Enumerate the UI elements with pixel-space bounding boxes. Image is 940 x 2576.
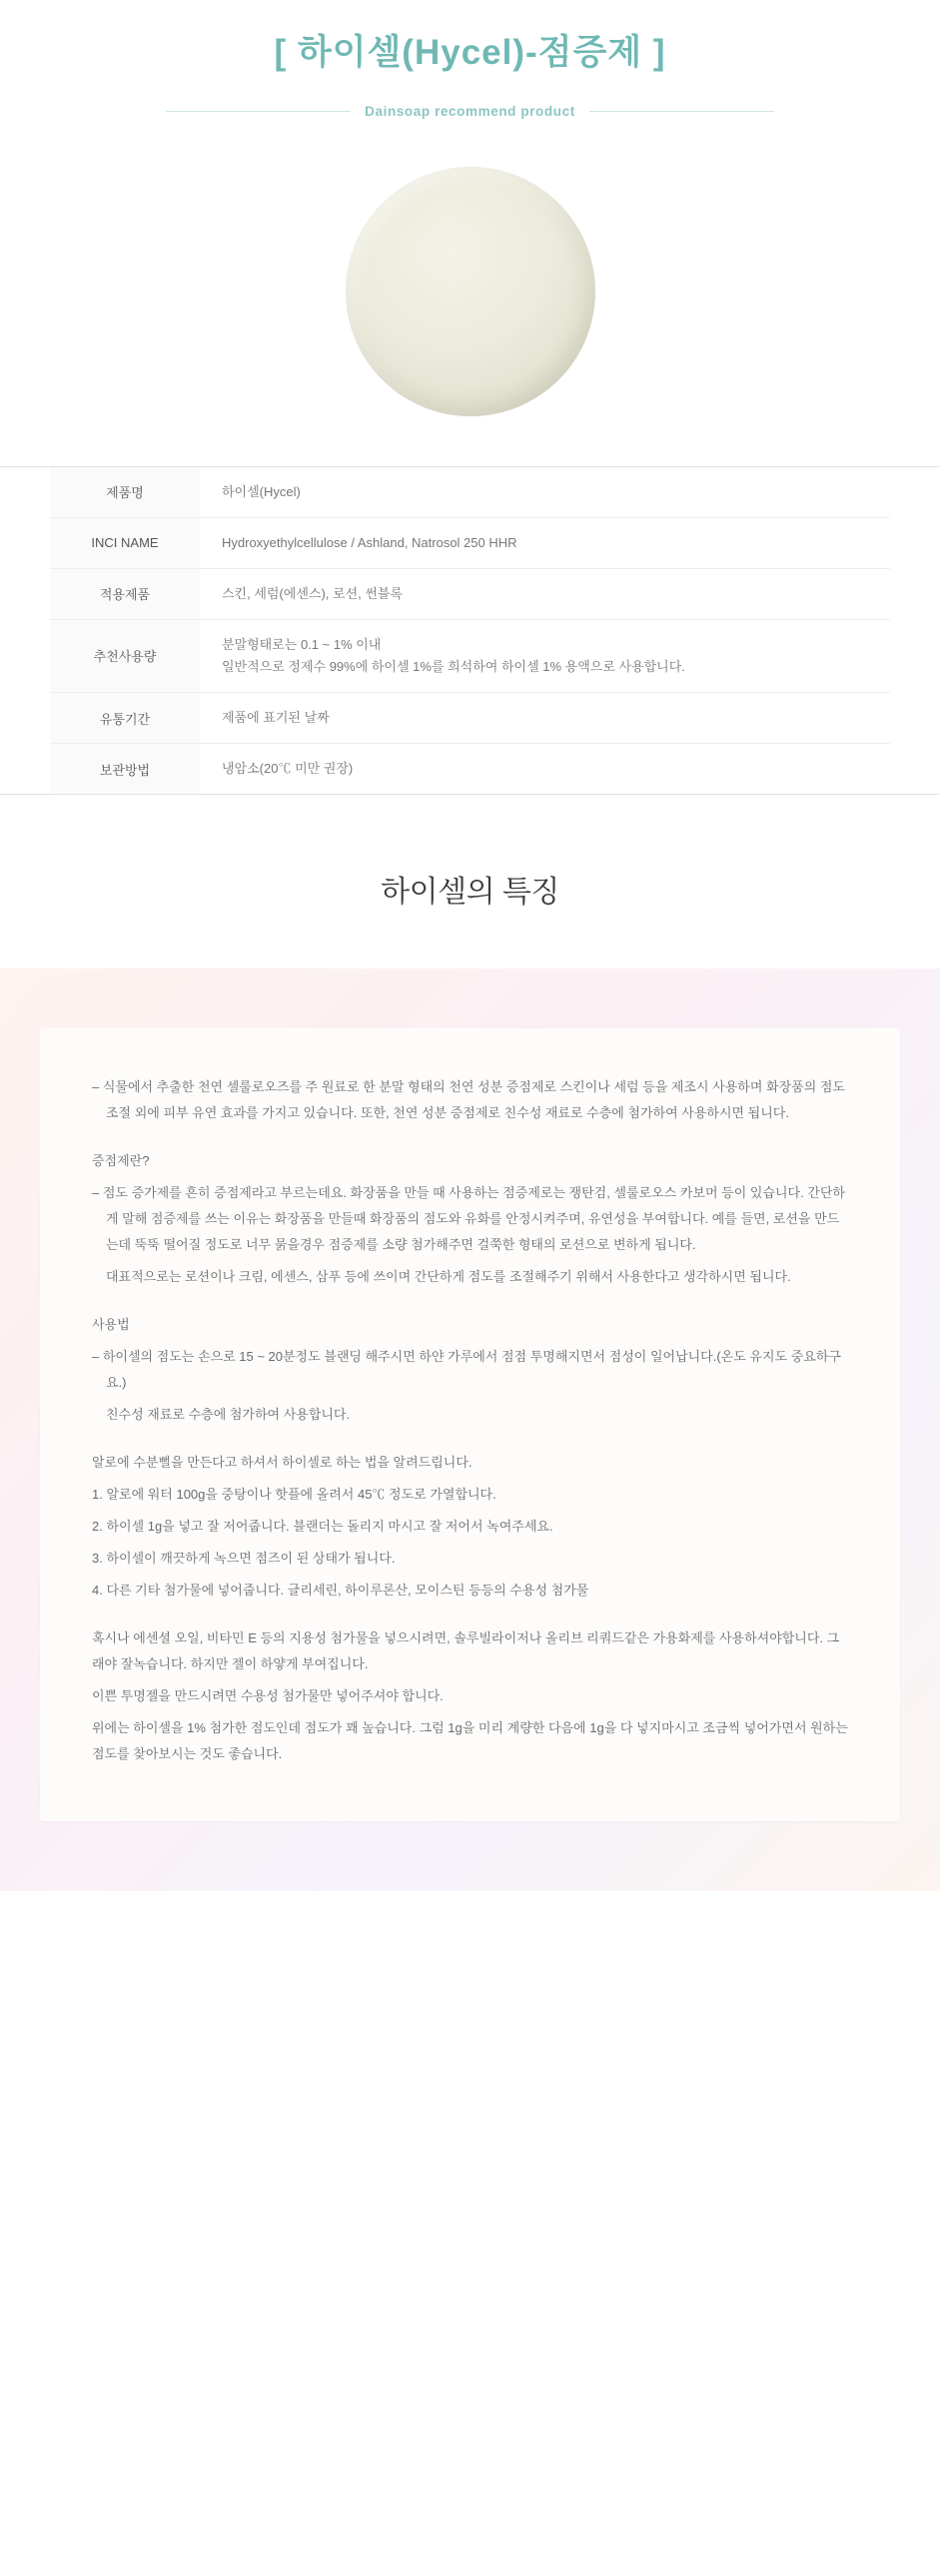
table-row: [50, 568, 890, 619]
spec-value-shelf-life: [200, 692, 890, 743]
usage-body: – 하이셀의 점도는 손으로 15 ~ 20분정도 블랜딩 해주시면 하얀 가루에서 점점 투명해지면서 점성이 일어납니다.(온도 유지도 중요하구요.): [92, 1349, 841, 1391]
table-row: [50, 619, 890, 692]
aloe-step-3: 3. 하이셀이 깨끗하게 녹으면 점즈이 된 상태가 됩니다.: [92, 1551, 396, 1567]
aloe-step-2: 2. 하이셀 1g을 넣고 잘 저어줍니다. 블랜더는 돌리지 마시고 잘 저어서 녹여주세요.: [92, 1519, 553, 1535]
product-powder-image: [346, 167, 595, 416]
divider-line-left: [166, 111, 351, 112]
content-panel-inner: [40, 1028, 900, 1821]
spec-value-text: 하이셀(Hycel): [222, 483, 301, 499]
spec-value-recommended-amount: [200, 619, 890, 692]
spec-value-text: 냉암소(20℃ 미만 권장): [222, 761, 354, 777]
spec-value-text-line1: 분말형태로는 0.1 ~ 1% 이내: [222, 636, 382, 652]
note-transparent-gel: 이쁜 투명젤을 만드시려면 수용성 첨가물만 넣어주셔야 합니다.: [92, 1688, 444, 1704]
page-title: [ 하이셀(Hycel)-점증제 ]: [274, 33, 666, 72]
spec-label-applicable-products: 적용제품: [50, 568, 200, 619]
spec-table: [50, 467, 890, 795]
page-header: [0, 0, 940, 119]
spec-label-shelf-life: 유통기간: [50, 692, 200, 743]
thickener-question-title: 증점제란?: [92, 1153, 150, 1169]
spec-value-text-line2: 일반적으로 정제수 99%에 하이셀 1%를 희석하여 하이셀 1% 용액으로 사용합니다.: [222, 658, 685, 674]
table-row: [50, 517, 890, 568]
thickener-question-body-2: 대표적으로는 로션이나 크림, 에센스, 삼푸 등에 쓰이며 간단하게 점도를 조절해주기 위해서 사용한다고 생각하시면 됩니다.: [106, 1269, 791, 1285]
spec-value-text: 제품에 표기된 날짜: [222, 709, 330, 725]
table-row: [50, 467, 890, 518]
note-viscosity-tip: 위에는 하이셀을 1% 첨가한 점도인데 점도가 꽤 높습니다. 그럼 1g을 미리 계량한 다음에 1g을 다 넣지마시고 조금씩 넣어가면서 원하는 점도를 찾아보시는 것도 좋습니다.: [92, 1720, 848, 1762]
content-panel-outer: [0, 968, 940, 1891]
intro-paragraph: – 식물에서 추출한 천연 셀룰로오즈를 주 원료로 한 분말 형태의 천연 성분 증점제로 스킨이나 세럼 등을 제조시 사용하며 화장품의 점도 조절 외에 피부 유연 효과를 가지고 있습니다. 또한, 천연 성분 증점제로 친수성 재료로 수층에 첨가하여 사용하시면 됩니다.: [92, 1079, 845, 1121]
spec-value-inci-name: [200, 517, 890, 568]
spec-label-inci-name: INCI NAME: [50, 517, 200, 568]
spec-value-text: Hydroxyethylcellulose / Ashland, Natrosol 250 HHR: [222, 534, 517, 550]
page-subtitle: Dainsoap recommend product: [365, 103, 575, 119]
spec-label-product-name: 제품명: [50, 467, 200, 518]
usage-body-2: 친수성 재료로 수층에 첨가하여 사용합니다.: [106, 1407, 351, 1423]
aloe-step-4: 4. 다른 기타 첨가물에 넣어줍니다. 글리세린, 하이루론산, 모이스틴 등등의 수용성 첨가물: [92, 1583, 589, 1599]
usage-title: 사용법: [92, 1317, 130, 1333]
divider-line-right: [589, 111, 774, 112]
aloe-intro: 알로에 수분뻘을 만든다고 하셔서 하이셀로 하는 법을 알려드립니다.: [92, 1455, 472, 1471]
aloe-step-1: 1. 알로에 워터 100g을 중탕이나 핫플에 올려서 45℃ 정도로 가열합니다.: [92, 1487, 496, 1503]
feature-heading: 하이셀의 특징: [381, 876, 559, 910]
subtitle-row: [0, 104, 940, 119]
thickener-question-body: – 점도 증가제를 흔히 증점제라고 부르는데요. 화장품을 만들 때 사용하는 점증제로는 쟁탄검, 셀룰로오스 카보머 등이 있습니다. 간단하게 말해 점증제를 쓰는 이유는 화장품을 만들때 화장품의 점도와 유화를 안정시켜주며, 유연성을 부여합니다. 예를 들면, 로션을 만드는데 뚝뚝 떨어질 정도로 너무 묽을경우 점증제를 소량 첨가해주면 걸쭉한 형태의 로션으로 변하게 됩니다.: [92, 1185, 845, 1253]
product-image-area: [0, 147, 940, 436]
spec-value-storage: [200, 744, 890, 795]
spec-label-storage: 보관방법: [50, 744, 200, 795]
spec-value-applicable-products: [200, 568, 890, 619]
table-row: [50, 744, 890, 795]
spec-label-recommended-amount: 추천사용량: [50, 619, 200, 692]
spec-table-section: [0, 466, 940, 796]
note-oil-additives: 혹시나 에센셜 오일, 비타민 E 등의 지용성 첨가물을 넣으시려면, 솔루빌라이저나 올리브 리쿼드같은 가용화제를 사용하셔야합니다. 그래야 잘녹습니다. 하지만 젤이 하얗게 부여집니다.: [92, 1630, 840, 1672]
spec-value-text: 스킨, 세럼(에센스), 로션, 썬블록: [222, 585, 404, 601]
table-row: [50, 692, 890, 743]
spec-value-product-name: [200, 467, 890, 518]
